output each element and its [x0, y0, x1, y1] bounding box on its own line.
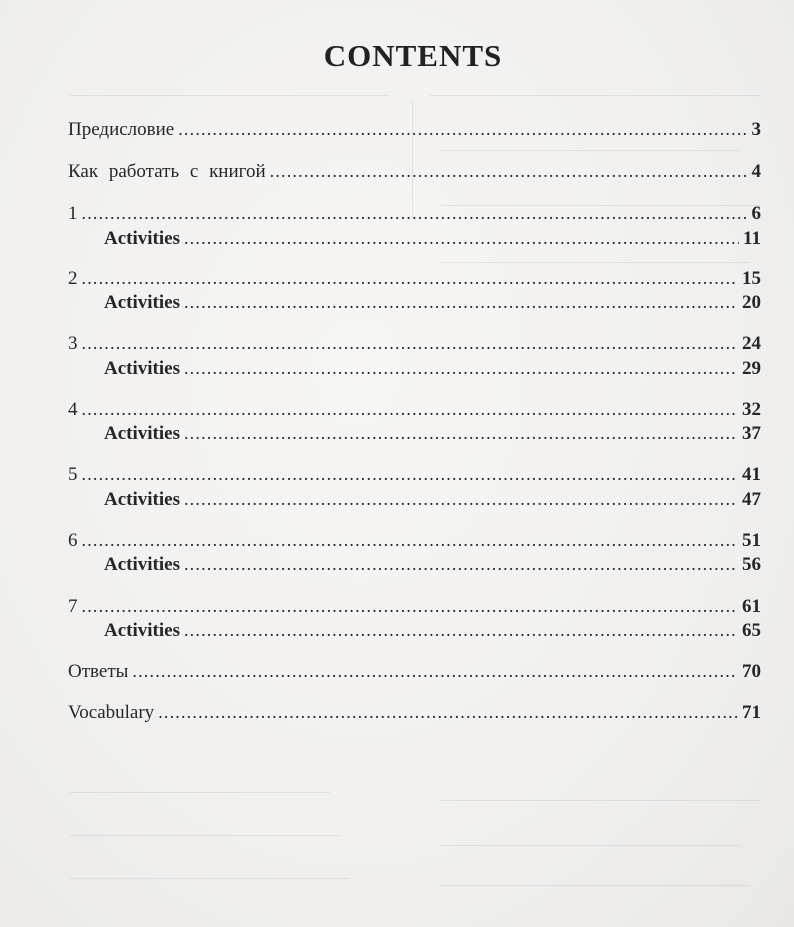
- toc-page-number: 65: [742, 620, 761, 641]
- toc-entry-label: Предисловие: [68, 119, 175, 140]
- page-title: CONTENTS: [323, 38, 503, 73]
- toc-entry-activities-7[interactable]: [104, 619, 761, 642]
- toc-entry-label: Activities: [104, 292, 180, 313]
- toc-entry-vocabulary[interactable]: [68, 701, 761, 724]
- dot-leader: [178, 118, 747, 140]
- toc-page-number: 3: [751, 119, 761, 140]
- toc-entry-label: Activities: [104, 228, 180, 249]
- dot-leader: [184, 227, 739, 249]
- dot-leader: [82, 529, 739, 551]
- toc-entry-activities-4[interactable]: [104, 422, 761, 445]
- toc-entry-label: Vocabulary: [68, 702, 155, 723]
- dot-leader: [132, 660, 738, 682]
- toc-page-number: 32: [742, 399, 761, 420]
- toc-entry-chapter-2[interactable]: [68, 267, 761, 290]
- toc-page-number: 11: [743, 228, 761, 249]
- toc-entry-chapter-1[interactable]: [68, 202, 761, 225]
- toc-entry-label: 6: [68, 530, 78, 551]
- toc-entry-chapter-4[interactable]: [68, 398, 761, 421]
- toc-page-number: 61: [742, 596, 761, 617]
- dot-leader: [270, 160, 748, 182]
- toc-entry-label: 3: [68, 333, 78, 354]
- toc-page-number: 51: [742, 530, 761, 551]
- toc-entry-label: Ответы: [68, 661, 129, 682]
- toc-entry-chapter-3[interactable]: [68, 332, 761, 355]
- toc-entry-label: Activities: [104, 423, 180, 444]
- toc-page-number: 24: [742, 333, 761, 354]
- dot-leader: [184, 488, 738, 510]
- toc-entry-preface[interactable]: [68, 118, 761, 141]
- toc-entry-activities-6[interactable]: [104, 553, 761, 576]
- toc-entry-label: 5: [68, 464, 78, 485]
- toc-page-number: 20: [742, 292, 761, 313]
- dot-leader: [82, 202, 748, 224]
- toc-entry-chapter-5[interactable]: [68, 463, 761, 486]
- dot-leader: [184, 291, 738, 313]
- toc-entry-label: Как работать с книгой: [68, 161, 266, 182]
- toc-entry-chapter-6[interactable]: [68, 529, 761, 552]
- toc-entry-label: 7: [68, 596, 78, 617]
- toc-page-number: 29: [742, 358, 761, 379]
- dot-leader: [158, 701, 738, 723]
- toc-page-number: 15: [742, 268, 761, 289]
- dot-leader: [184, 422, 738, 444]
- toc-entry-activities-3[interactable]: [104, 357, 761, 380]
- dot-leader: [184, 553, 738, 575]
- toc-entry-label: Activities: [104, 554, 180, 575]
- dot-leader: [82, 595, 739, 617]
- dot-leader: [184, 357, 738, 379]
- toc-page-number: 4: [751, 161, 761, 182]
- toc-page-number: 70: [742, 661, 761, 682]
- toc-entry-activities-1[interactable]: [104, 227, 761, 250]
- dot-leader: [82, 463, 739, 485]
- toc-entry-label: Activities: [104, 358, 180, 379]
- toc-entry-label: Activities: [104, 489, 180, 510]
- toc-entry-answers[interactable]: [68, 660, 761, 683]
- dot-leader: [82, 398, 739, 420]
- toc-entry-label: 4: [68, 399, 78, 420]
- toc-entry-how-to-use[interactable]: [68, 160, 761, 183]
- toc-page-number: 37: [742, 423, 761, 444]
- dot-leader: [82, 267, 739, 289]
- dot-leader: [82, 332, 739, 354]
- toc-entry-label: 1: [68, 203, 78, 224]
- toc-page-number: 71: [742, 702, 761, 723]
- toc-entry-activities-2[interactable]: [104, 291, 761, 314]
- toc-entry-activities-5[interactable]: [104, 488, 761, 511]
- toc-entry-chapter-7[interactable]: [68, 595, 761, 618]
- dot-leader: [184, 619, 738, 641]
- toc-page-number: 56: [742, 554, 761, 575]
- toc-page-number: 41: [742, 464, 761, 485]
- toc-page-number: 6: [751, 203, 761, 224]
- toc-entry-label: 2: [68, 268, 78, 289]
- toc-entry-label: Activities: [104, 620, 180, 641]
- toc-page-number: 47: [742, 489, 761, 510]
